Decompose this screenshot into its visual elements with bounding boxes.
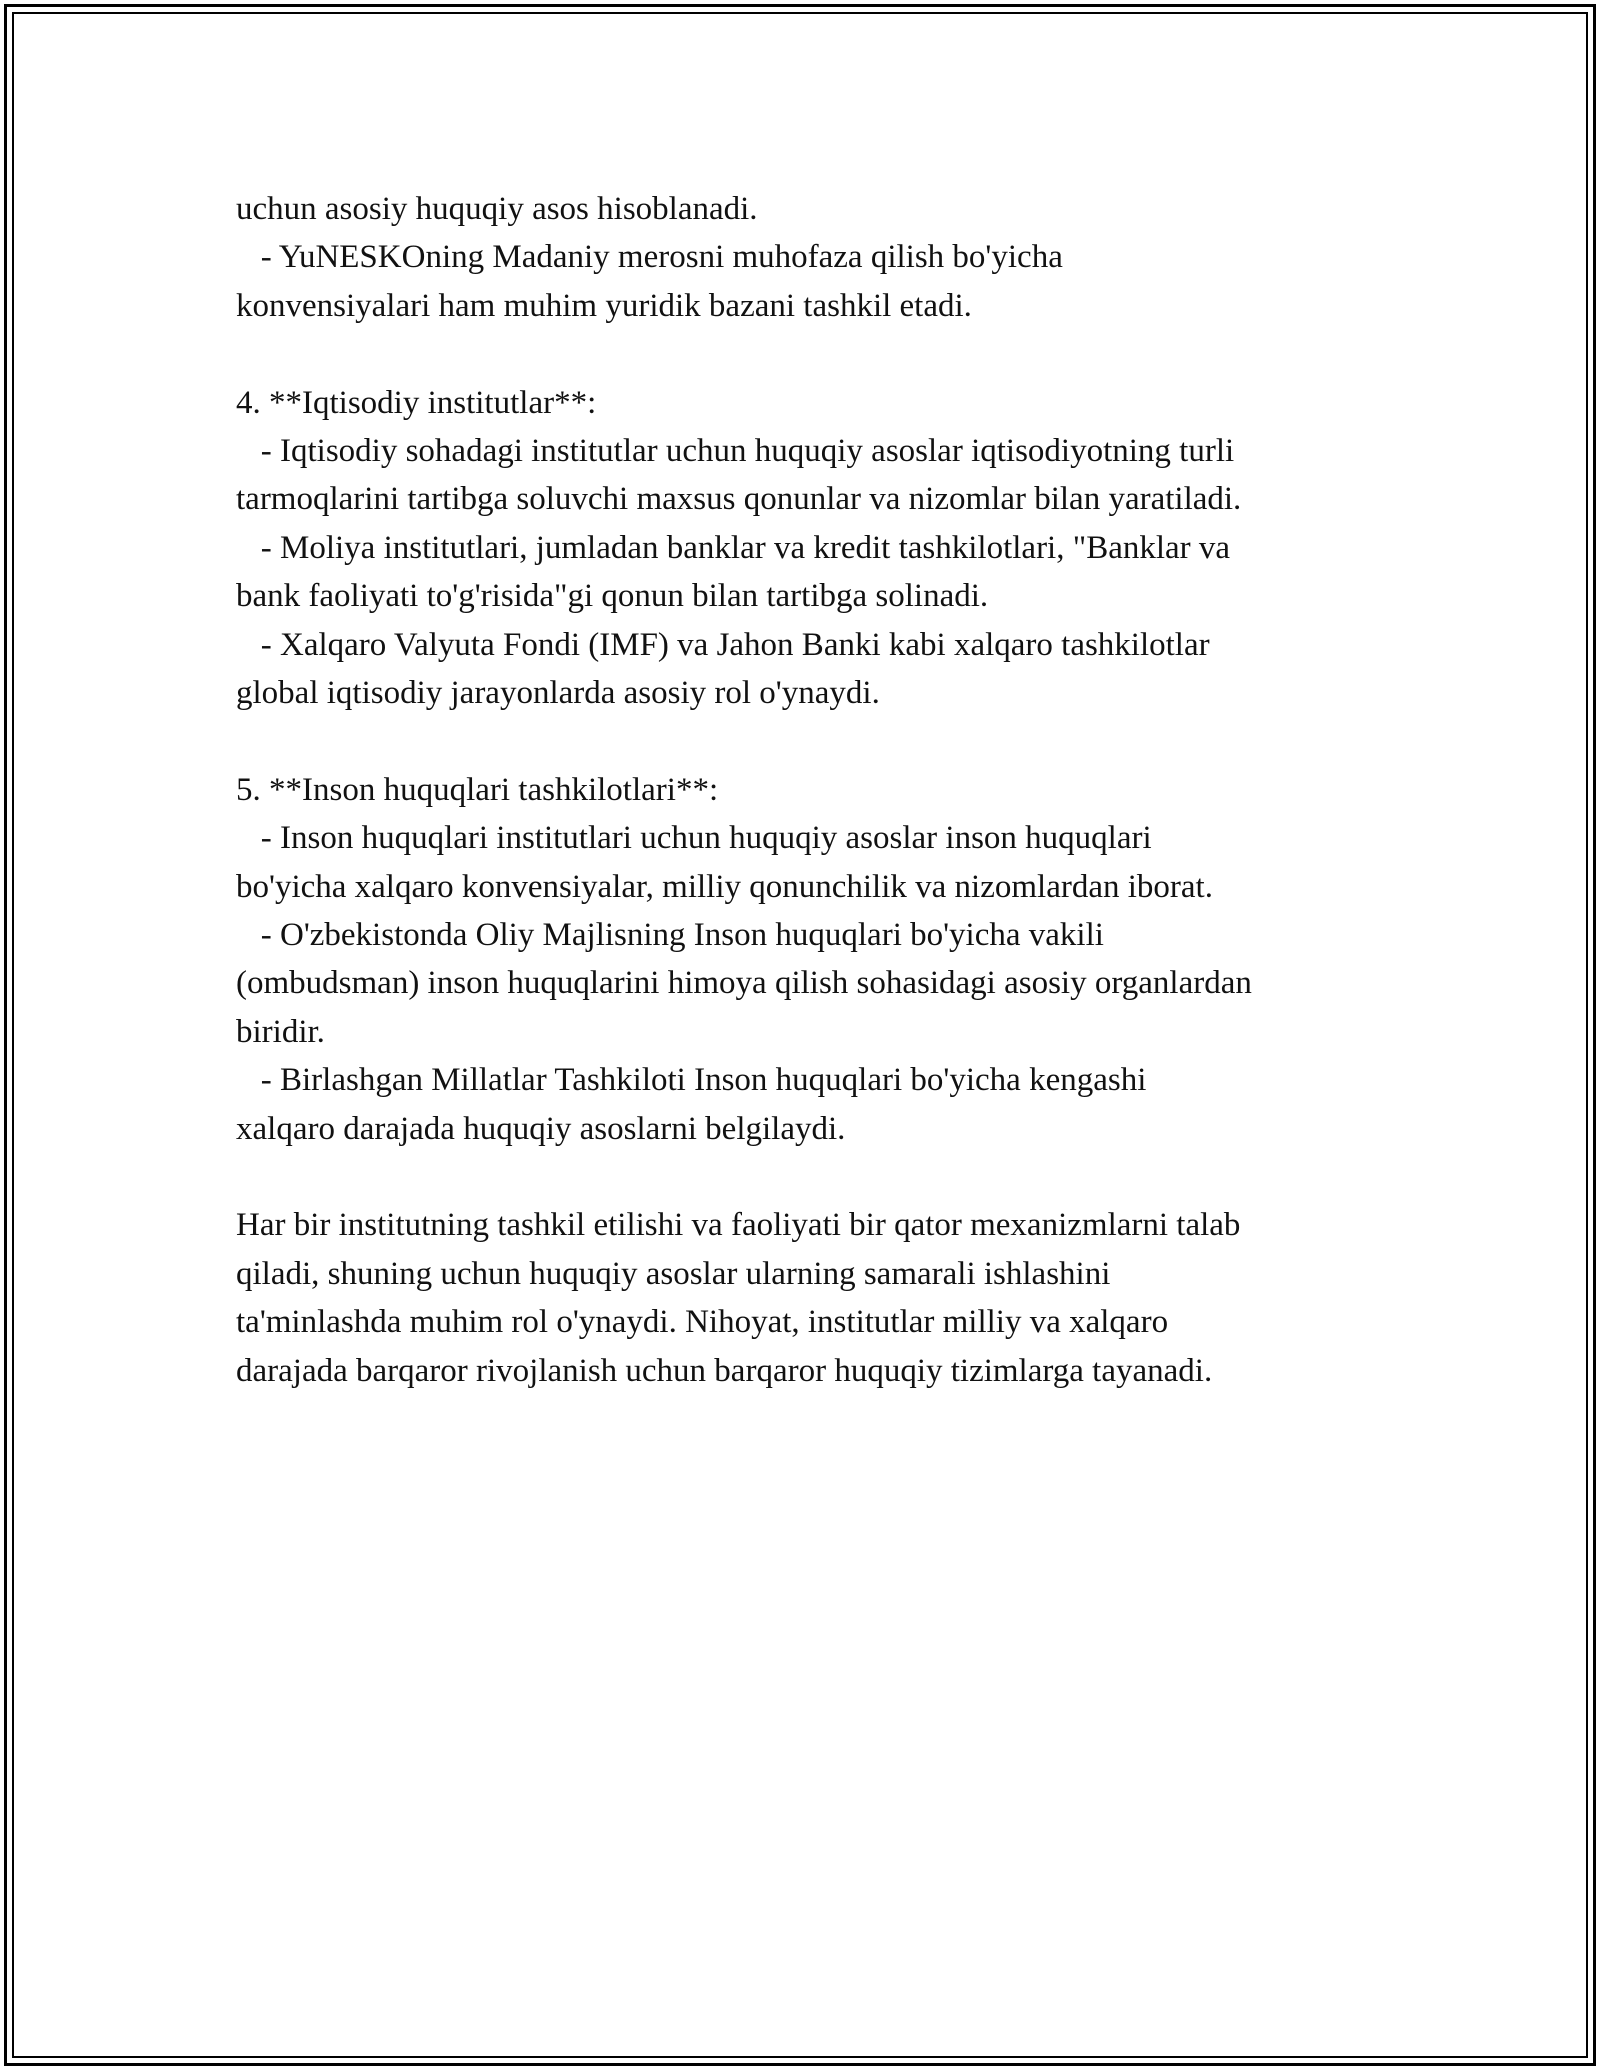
text-line: biridir.: [236, 1013, 325, 1050]
text-line: - YuNESKOning Madaniy merosni muhofaza qilish bo'yicha: [236, 239, 1063, 276]
text-line: tarmoqlarini tartibga soluvchi maxsus qonunlar va nizomlar bilan yaratiladi.: [236, 481, 1242, 518]
text-line: - Birlashgan Millatlar Tashkiloti Inson huquqlari bo'yicha kengashi: [236, 1062, 1147, 1099]
text-line: bo'yicha xalqaro konvensiyalar, milliy qonunchilik va nizomlardan iborat.: [236, 868, 1213, 905]
text-line: - Inson huquqlari institutlari uchun huquqiy asoslar inson huquqlari: [236, 820, 1152, 857]
paragraph-spacer: [236, 717, 1386, 765]
text-line: ta'minlashda muhim rol o'ynaydi. Nihoyat, institutlar milliy va xalqaro: [236, 1304, 1169, 1341]
text-line: - Iqtisodiy sohadagi institutlar uchun huquqiy asoslar iqtisodiyotning turli: [236, 433, 1235, 470]
text-line: darajada barqaror rivojlanish uchun barqaror huquqiy tizimlarga tayanadi.: [236, 1352, 1213, 1389]
text-line: bank faoliyati to'g'risida"gi qonun bilan tartibga solinadi.: [236, 578, 989, 615]
text-line: Har bir institutning tashkil etilishi va faoliyati bir qator mexanizmlarni talab: [236, 1207, 1241, 1244]
section-heading: 4. **Iqtisodiy institutlar**:: [236, 384, 597, 421]
text-line: (ombudsman) inson huquqlarini himoya qilish sohasidagi asosiy organlardan: [236, 965, 1252, 1002]
paragraph-spacer: [236, 1153, 1386, 1201]
text-line: uchun asosiy huquqiy asos hisoblanadi.: [236, 191, 758, 227]
text-line: qiladi, shuning uchun huquqiy asoslar ularning samarali ishlashini: [236, 1255, 1111, 1292]
text-line: - Xalqaro Valyuta Fondi (IMF) va Jahon Banki kabi xalqaro tashkilotlar: [236, 626, 1210, 663]
text-line: xalqaro darajada huquqiy asoslarni belgilaydi.: [236, 1110, 846, 1147]
text-line: global iqtisodiy jarayonlarda asosiy rol o'ynaydi.: [236, 675, 880, 712]
conclusion-paragraph: [236, 1201, 1386, 1395]
text-line: - Moliya institutlari, jumladan banklar va kredit tashkilotlari, "Banklar va: [236, 529, 1231, 566]
page-content: [236, 185, 1386, 1395]
text-line: - O'zbekistonda Oliy Majlisning Inson huquqlari bo'yicha vakili: [236, 917, 1104, 954]
paragraph-continuation: [236, 185, 1386, 330]
text-line: konvensiyalari ham muhim yuridik bazani tashkil etadi.: [236, 287, 972, 324]
paragraph-spacer: [236, 330, 1386, 378]
section-human-rights-organizations: [236, 766, 1386, 1153]
section-heading: 5. **Inson huquqlari tashkilotlari**:: [236, 771, 719, 808]
section-economic-institutions: [236, 379, 1386, 718]
